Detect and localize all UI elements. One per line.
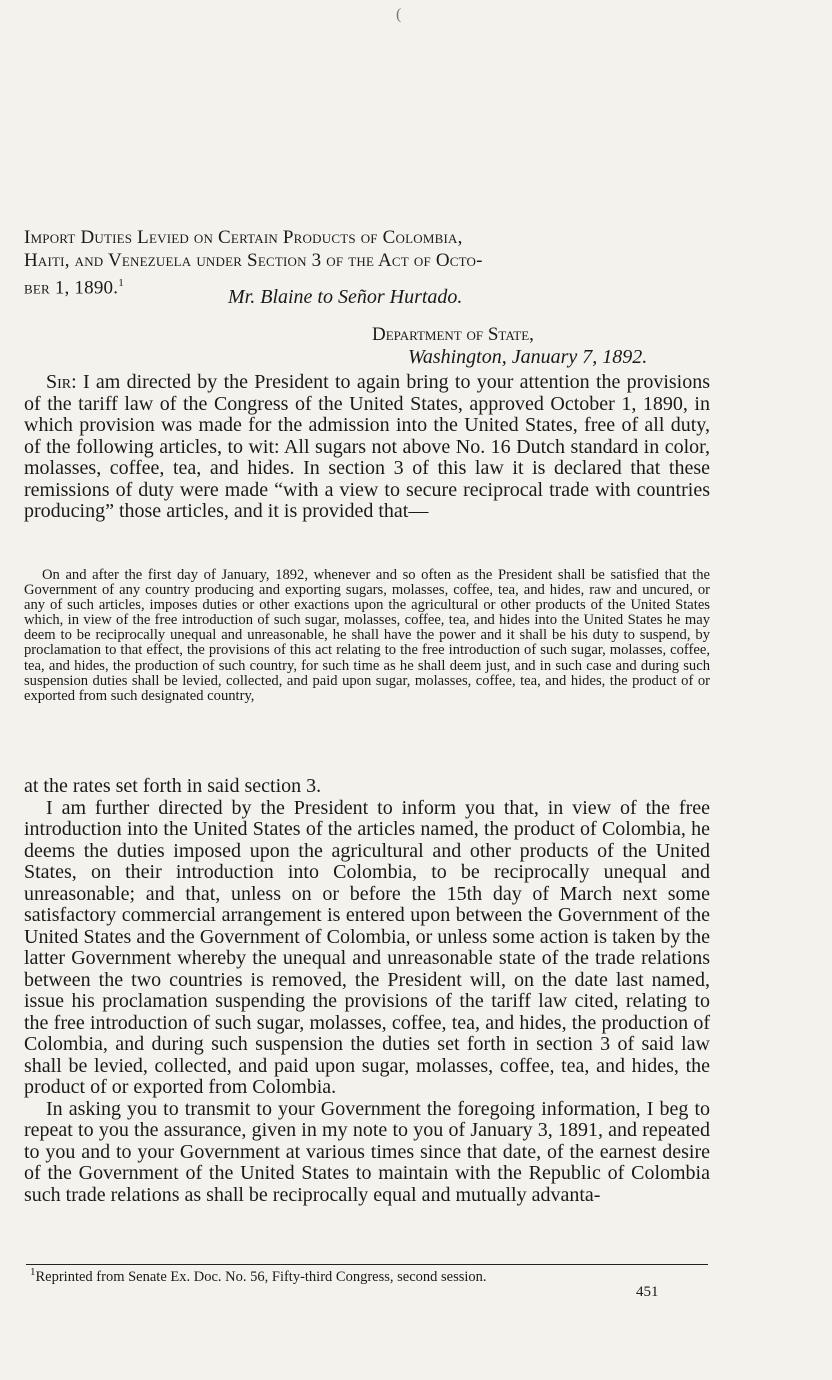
title-line-3-text: ber 1, 1890. [24,277,119,299]
title-line-2: Haiti, and Venezuela under Section 3 of the Act of Octo- [24,250,483,271]
title-footnote-marker: 1 [118,277,124,289]
department-heading: Department of State, [372,324,534,345]
footnote-marker: 1 [30,1266,36,1278]
title-line-1: Import Duties Levied on Certain Products of Colombia, [24,227,463,248]
statute-quotation [24,568,710,704]
letter-body [24,776,710,1206]
letter-opening [24,372,710,523]
page-number: 451 [636,1284,659,1300]
paragraph-3: In asking you to transmit to your Government the foregoing information, I beg to repeat to you the assurance, given in my note to you of January 3, 1891, and repeated to you and to your Government at various times since that date, of the earnest desire of the Government of the United States to maintain with the Republic of Colombia such trade relations as shall be reciprocally equal and mutually advanta- [24,1097,710,1206]
dateline: Washington, January 7, 1892. [408,346,648,368]
paragraph-1-text: : I am directed by the President to again bring to your attention the provisions of the tariff law of the Congress of the United States, approved October 1, 1890, in which provision was made for the admission into the United States, free of all duty, of the following articles, to wit: All sugars not above No. 16 Dutch standard in color, molasses, coffee, tea, and hides. In section 3 of this law it is declared that these remissions of duty were made “with a view to secure reciprocal trade with countries producing” those articles, and it is provided that— [24,371,710,522]
paragraph-2: I am further directed by the President to inform you that, in view of the free introduction into the United States of the articles named, the product of Colombia, he deems the duties imposed upon the agricultural and other products of the United States, on their introduction into Colombia, to be reciprocally unequal and unreasonable; and that, unless on or before the 15th day of March next some satisfactory commercial arrangement is entered upon between the Government of the United States and the Government of Colombia, or unless some action is taken by the latter Government whereby the unequal and unreasonable state of the trade relations between the two countries is removed, the President will, on the date last named, issue his proclamation suspending the provisions of the tariff law cited, relating to the free introduction of such sugar, molasses, coffee, tea, and hides, the production of Colombia, and during such suspension the duties set forth in section 3 of said law shall be levied, collected, and paid upon sugar, molasses, coffee, tea, and hides, the product of or exported from Colombia. [24,796,710,1098]
continuation-line: at the rates set forth in said section 3. [24,775,322,797]
footnote-text: Reprinted from Senate Ex. Doc. No. 56, Fifty-third Congress, second session. [35,1268,487,1285]
margin-mark: ( [396,6,402,23]
footnote [30,1266,487,1286]
footnote-divider [26,1264,708,1265]
addressee-line: Mr. Blaine to Señor Hurtado. [228,286,463,308]
salutation: Sir [46,371,72,393]
paragraph-1 [24,372,710,523]
quotation-text: On and after the first day of January, 1892, whenever and so often as the President shall be satisfied that the Government of any country producing and exporting sugars, molasses, coffee, tea, and hides, raw and uncured, or any of such articles, imposes duties or other exactions upon the agricultural or other products of the United States which, in view of the free introduction of such sugar, molasses, coffee, tea, and hides into the United States he may deem to be reciprocally unequal and unreasonable, he shall have the power and it shall be his duty to suspend, by proclamation to that effect, the provisions of this act relating to the free introduction of such sugar, molasses, coffee, tea, and hides, the production of such country, for such time as he shall deem just, and in such case and during such suspension duties shall be levied, collected, and paid upon sugar, molasses, coffee, tea, and hides, the product of or exported from such designated country, [24,567,710,704]
